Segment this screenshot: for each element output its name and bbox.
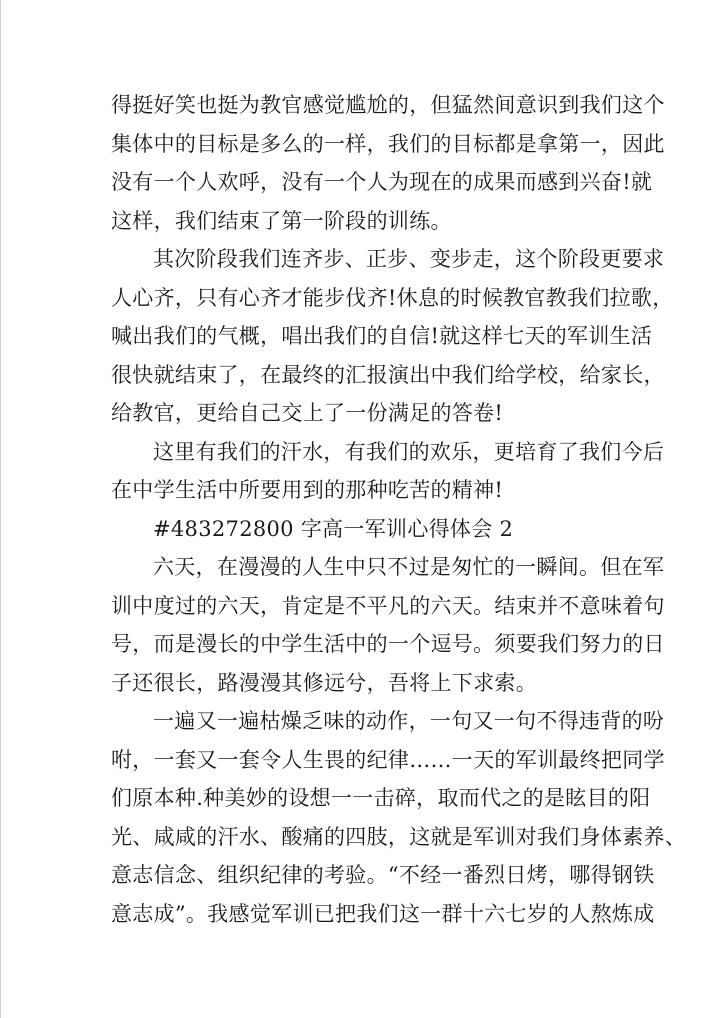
text-line: 意志成”。我感觉军训已把我们这一群十六七岁的人熬炼成 [111, 901, 655, 926]
document-body [111, 86, 687, 933]
text-line: 一遍又一遍枯燥乏味的动作，一句又一句不得违背的吩 [153, 709, 665, 733]
section-heading [111, 510, 611, 549]
text-line: 意志信念、组织纪律的考验。“不经一番烈日烤，哪得钢铁 [111, 863, 655, 887]
paragraph-4 [111, 548, 665, 702]
paragraph-2 [111, 240, 674, 433]
paragraph-1 [111, 86, 665, 240]
text-line: 其次阶段我们连齐步、正步、变步走，这个阶段更要求 [153, 247, 665, 271]
text-line: 给教官，更给自己交上了一份满足的答卷! [111, 401, 504, 425]
text-line: 六天，在漫漫的人生中只不过是匆忙的一瞬间。但在军 [153, 555, 665, 579]
text-line: 训中度过的六天，肯定是不平凡的六天。结束并不意味着句 [111, 593, 665, 618]
text-line: 这样，我们结束了第一阶段的训练。 [111, 208, 452, 233]
text-line: 们原本种.种美妙的设想一一击碎，取而代之的是眩目的阳 [111, 786, 651, 810]
text-line: 在中学生活中所要用到的那种吃苦的精神! [111, 478, 504, 502]
text-line: 集体中的目标是多么的一样，我们的目标都是拿第一，因此 [111, 131, 665, 156]
paragraph-3 [111, 433, 665, 510]
text-line: 很快就结束了，在最终的汇报演出中我们给学校，给家长， [111, 362, 665, 387]
text-line: 人心齐，只有心齐才能步伐齐!休息的时候教官教我们拉歌， [111, 285, 674, 310]
heading-line: #483272800 字高一军训心得体会 2 [153, 516, 514, 541]
text-line: 没有一个人欢呼，没有一个人为现在的成果而感到兴奋!就 [111, 170, 653, 194]
paragraph-5 [111, 702, 687, 933]
text-line: 子还很长，路漫漫其修远兮，吾将上下求索。 [111, 670, 537, 695]
text-line: 这里有我们的汗水，有我们的欢乐，更培育了我们今后 [153, 439, 665, 464]
text-line: 喊出我们的气概，唱出我们的自信!就这样七天的军训生活 [111, 324, 653, 348]
text-line: 咐，一套又一套令人生畏的纪律……一天的军训最终把同学 [111, 747, 665, 772]
text-line: 号，而是漫长的中学生活中的一个逗号。须要我们努力的日 [111, 632, 665, 656]
text-line: 得挺好笑也挺为教官感觉尴尬的，但猛然间意识到我们这个 [111, 93, 665, 117]
text-line: 光、咸咸的汗水、酸痛的四肢，这就是军训对我们身体素养、 [111, 824, 687, 849]
